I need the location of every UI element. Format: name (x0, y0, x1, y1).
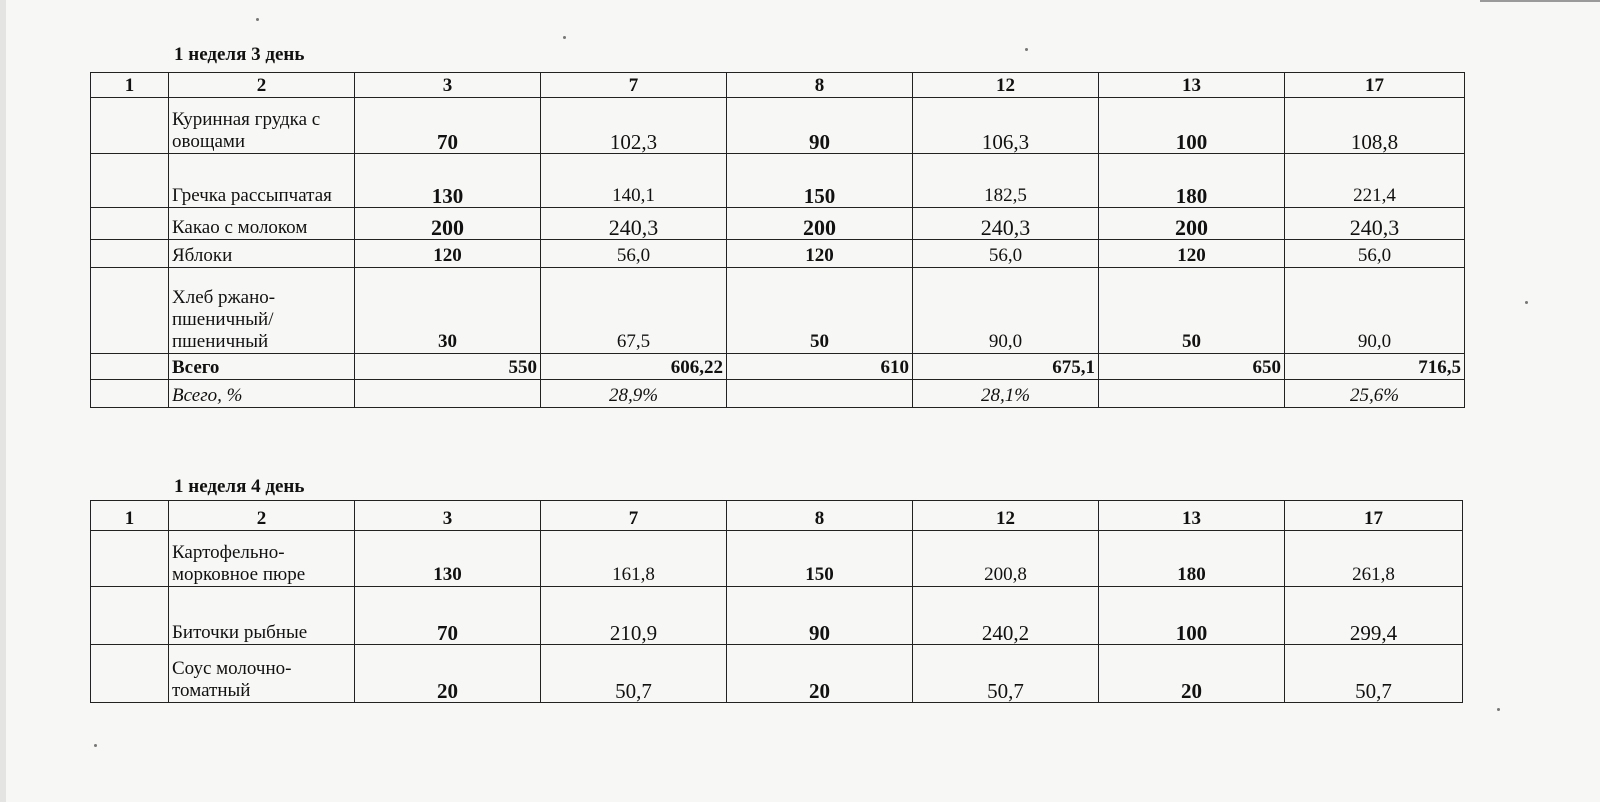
value-12: 240,2 (913, 587, 1099, 645)
value-17: 90,0 (1285, 268, 1465, 354)
portion-8: 200 (727, 208, 913, 240)
row-index (91, 354, 169, 380)
row-index (91, 208, 169, 240)
dish-name: Биточки рыбные (169, 587, 355, 645)
dish-name: Какао с молоком (169, 208, 355, 240)
portion-13: 200 (1099, 208, 1285, 240)
col-header: 3 (355, 73, 541, 98)
menu-table-day4 (90, 500, 1463, 703)
portion-3: 70 (355, 587, 541, 645)
dish-name: Куринная грудка с овощами (169, 98, 355, 154)
portion-13: 120 (1099, 240, 1285, 268)
row-index (91, 98, 169, 154)
table-row (91, 587, 1463, 645)
portion-8: 150 (727, 154, 913, 208)
scan-speck (94, 744, 97, 747)
percent-label: Всего, % (169, 380, 355, 408)
scan-speck (1525, 301, 1528, 304)
portion-8: 90 (727, 98, 913, 154)
portion-13: 180 (1099, 531, 1285, 587)
portion-3: 30 (355, 268, 541, 354)
value-7: 161,8 (541, 531, 727, 587)
value-17: 261,8 (1285, 531, 1463, 587)
portion-8: 20 (727, 645, 913, 703)
col-header: 2 (169, 73, 355, 98)
row-index (91, 240, 169, 268)
value-7: 140,1 (541, 154, 727, 208)
table-row (91, 98, 1465, 154)
value-17: 50,7 (1285, 645, 1463, 703)
dish-name: Картофельно-морковное пюре (169, 531, 355, 587)
percent-row (91, 380, 1465, 408)
value-12: 90,0 (913, 268, 1099, 354)
value-17: 240,3 (1285, 208, 1465, 240)
dish-name: Гречка рассыпчатая (169, 154, 355, 208)
percent-7: 28,9% (541, 380, 727, 408)
percent-3 (355, 380, 541, 408)
header-row (91, 501, 1463, 531)
total-7: 606,22 (541, 354, 727, 380)
menu-table-day3 (90, 72, 1465, 408)
col-header: 17 (1285, 73, 1465, 98)
value-12: 240,3 (913, 208, 1099, 240)
section-title-day4: 1 неделя 4 день (174, 476, 305, 497)
row-index (91, 587, 169, 645)
table-row (91, 240, 1465, 268)
value-7: 56,0 (541, 240, 727, 268)
col-header: 13 (1099, 73, 1285, 98)
row-index (91, 154, 169, 208)
row-index (91, 531, 169, 587)
portion-8: 90 (727, 587, 913, 645)
total-label: Всего (169, 354, 355, 380)
portion-8: 120 (727, 240, 913, 268)
portion-13: 20 (1099, 645, 1285, 703)
portion-3: 20 (355, 645, 541, 703)
portion-3: 200 (355, 208, 541, 240)
section-title-day3: 1 неделя 3 день (174, 44, 305, 65)
portion-3: 130 (355, 154, 541, 208)
total-13: 650 (1099, 354, 1285, 380)
portion-3: 130 (355, 531, 541, 587)
portion-8: 50 (727, 268, 913, 354)
portion-13: 100 (1099, 587, 1285, 645)
portion-3: 70 (355, 98, 541, 154)
value-7: 50,7 (541, 645, 727, 703)
col-header: 17 (1285, 501, 1463, 531)
col-header: 3 (355, 501, 541, 531)
col-header: 12 (913, 501, 1099, 531)
total-row (91, 354, 1465, 380)
table-row (91, 645, 1463, 703)
percent-17: 25,6% (1285, 380, 1465, 408)
dish-name: Хлеб ржано-пшеничный/ пшеничный (169, 268, 355, 354)
col-header: 12 (913, 73, 1099, 98)
col-header: 7 (541, 501, 727, 531)
value-17: 108,8 (1285, 98, 1465, 154)
value-7: 240,3 (541, 208, 727, 240)
row-index (91, 268, 169, 354)
value-7: 67,5 (541, 268, 727, 354)
portion-13: 180 (1099, 154, 1285, 208)
total-12: 675,1 (913, 354, 1099, 380)
portion-3: 120 (355, 240, 541, 268)
col-header: 1 (91, 501, 169, 531)
table-row (91, 208, 1465, 240)
value-17: 221,4 (1285, 154, 1465, 208)
col-header: 1 (91, 73, 169, 98)
scan-speck (1497, 708, 1500, 711)
total-3: 550 (355, 354, 541, 380)
value-17: 299,4 (1285, 587, 1463, 645)
page-edge-shadow (0, 0, 6, 802)
percent-13 (1099, 380, 1285, 408)
table-row (91, 154, 1465, 208)
dish-name: Соус молочно-томатный (169, 645, 355, 703)
value-12: 182,5 (913, 154, 1099, 208)
col-header: 8 (727, 73, 913, 98)
table-row (91, 531, 1463, 587)
portion-13: 50 (1099, 268, 1285, 354)
row-index (91, 380, 169, 408)
portion-8: 150 (727, 531, 913, 587)
value-12: 200,8 (913, 531, 1099, 587)
portion-13: 100 (1099, 98, 1285, 154)
table-row (91, 268, 1465, 354)
scan-speck (563, 36, 566, 39)
value-7: 210,9 (541, 587, 727, 645)
value-12: 56,0 (913, 240, 1099, 268)
percent-12: 28,1% (913, 380, 1099, 408)
col-header: 2 (169, 501, 355, 531)
col-header: 13 (1099, 501, 1285, 531)
total-17: 716,5 (1285, 354, 1465, 380)
value-12: 106,3 (913, 98, 1099, 154)
percent-8 (727, 380, 913, 408)
col-header: 7 (541, 73, 727, 98)
total-8: 610 (727, 354, 913, 380)
value-7: 102,3 (541, 98, 727, 154)
scan-speck (256, 18, 259, 21)
value-17: 56,0 (1285, 240, 1465, 268)
scan-speck (1025, 48, 1028, 51)
header-row (91, 73, 1465, 98)
page-top-rule (1480, 0, 1600, 2)
dish-name: Яблоки (169, 240, 355, 268)
row-index (91, 645, 169, 703)
col-header: 8 (727, 501, 913, 531)
value-12: 50,7 (913, 645, 1099, 703)
